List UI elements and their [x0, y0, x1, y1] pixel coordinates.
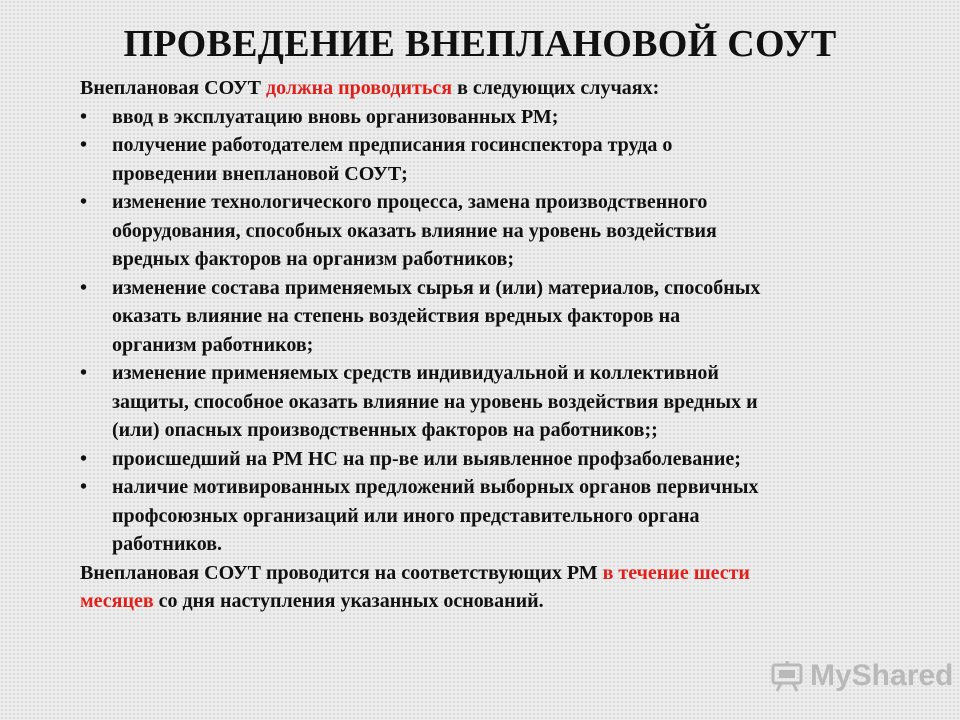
slide-content — [80, 74, 900, 616]
conclusion-line-2 — [80, 587, 900, 616]
intro-paragraph — [80, 74, 900, 103]
watermark-text: MyShared — [810, 659, 954, 692]
bullet-line: изменение технологического процесса, замена производственного — [112, 191, 708, 213]
intro-text-before: Внеплановая СОУТ — [80, 77, 267, 99]
conclusion-highlight: в течение шести — [602, 561, 750, 584]
bullet-line: проведении внеплановой СОУТ; — [112, 162, 408, 185]
bullet-line: получение работодателем предписания госинспектора труда о — [112, 134, 673, 156]
bullet-dot: • — [80, 191, 88, 213]
intro-highlight: должна проводиться — [266, 77, 453, 99]
bullet-item — [80, 103, 900, 132]
bullet-line: (или) опасных производственных факторов на работников;; — [112, 419, 658, 441]
bullet-line: оборудования, способных оказать влияние на уровень воздействия — [112, 219, 717, 242]
conclusion-text: Внеплановая СОУТ проводится на соответствующих РМ — [80, 561, 603, 584]
bullet-line: оказать влияние на степень воздействия вредных факторов на — [112, 305, 681, 327]
bullet-dot: • — [80, 447, 88, 470]
conclusion-line-1 — [80, 559, 900, 588]
bullet-line: работников. — [112, 533, 223, 555]
bullet-item — [80, 473, 900, 559]
bullet-line: защиты, способное оказать влияние на уровень воздействия вредных и — [112, 390, 758, 413]
presentation-board-icon — [770, 659, 804, 693]
bullet-item — [80, 131, 900, 188]
bullet-line: наличие мотивированных предложений выборных органов первичных — [112, 476, 759, 498]
conclusion-highlight: месяцев — [80, 590, 154, 612]
intro-text-after: в следующих случаях: — [452, 77, 660, 99]
myshared-watermark — [770, 656, 953, 696]
bullet-item — [80, 359, 900, 445]
bullet-item — [80, 274, 900, 360]
bullet-dot: • — [80, 105, 88, 128]
bullet-dot: • — [80, 476, 88, 498]
bullet-line: профсоюзных организаций или иного представительного органа — [112, 504, 700, 527]
bullet-line: изменение применяемых средств индивидуальной и коллективной — [112, 362, 719, 384]
bullet-line: происшедший на РМ НС на пр-ве или выявленное профзаболевание; — [112, 447, 741, 470]
bullet-dot: • — [80, 362, 88, 384]
bullet-line: ввод в эксплуатацию вновь организованных РМ; — [112, 105, 559, 128]
bullet-item — [80, 445, 900, 474]
bullet-line: организм работников; — [112, 333, 314, 356]
bullet-dot: • — [80, 134, 88, 156]
bullet-line: изменение состава применяемых сырья и (или) материалов, способных — [112, 276, 761, 299]
bullet-list — [80, 103, 900, 559]
bullet-item — [80, 188, 900, 274]
bullet-line: вредных факторов на организм работников; — [112, 248, 514, 270]
conclusion-text: со дня наступления указанных оснований. — [153, 590, 544, 612]
slide-title: ПРОВЕДЕНИЕ ВНЕПЛАНОВОЙ СОУТ — [123, 23, 837, 65]
bullet-dot: • — [80, 276, 88, 299]
